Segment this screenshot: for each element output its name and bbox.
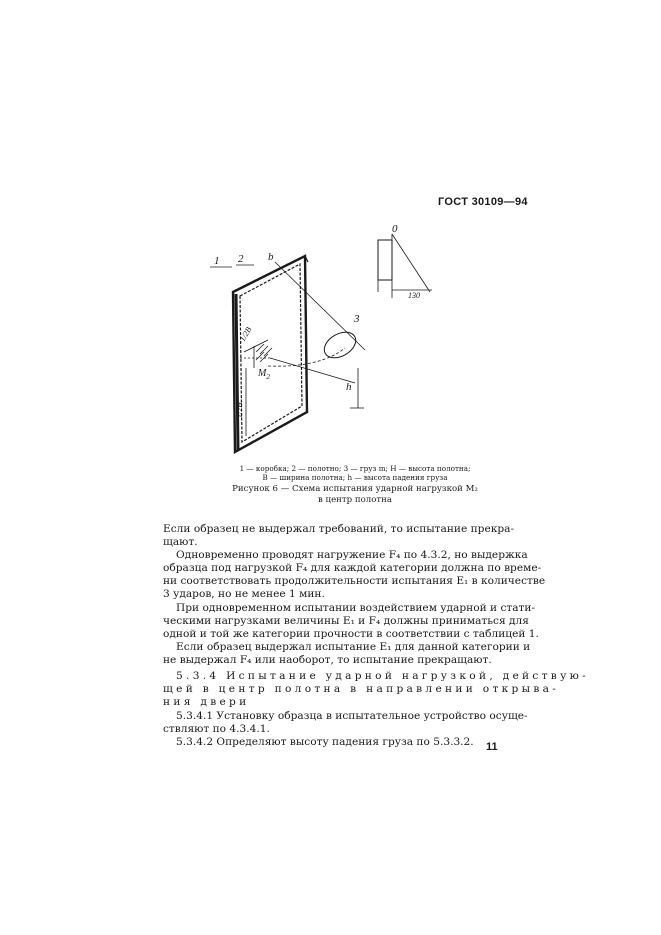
test-scheme-figure	[200, 218, 460, 458]
label-1: 1	[214, 255, 220, 267]
label-0: 0	[392, 223, 398, 235]
body-line: 5.3.4.2 Определяют высоту падения груза по 5.3.3.2.	[176, 736, 474, 748]
door-frame	[233, 256, 307, 452]
label-3: 3	[354, 313, 360, 325]
label-130: 130	[408, 291, 420, 300]
body-line: ни соответствовать продолжительности испытания E₁ в количестве	[163, 575, 546, 587]
label-2: 2	[238, 253, 244, 265]
label-half-b: 1/2B	[237, 325, 254, 343]
figure-caption	[200, 484, 510, 505]
impact-weight	[320, 327, 360, 363]
body-line: 3 ударов, но не менее 1 мин.	[163, 588, 325, 600]
body-line: образца под нагрузкой F₄ для каждой категории должна по време-	[163, 562, 542, 574]
section-heading-line: 5.3.4 Испытание ударной нагрузкой, действую-	[176, 670, 590, 682]
document-header: ГОСТ 30109—94	[438, 196, 528, 208]
body-line: одной и той же категории прочности в соответствии с таблицей 1.	[163, 628, 539, 640]
caption-line-2: в центр полотна	[317, 494, 393, 505]
body-line: ческими нагрузками величины E₁ и F₄ должны приниматься для	[163, 615, 529, 627]
page-number: 11	[486, 741, 498, 753]
body-line: ствляют по 4.3.4.1.	[163, 723, 270, 735]
label-b: b	[268, 251, 274, 263]
body-line: Если образец не выдержал требований, то испытание прекра-	[163, 523, 515, 535]
section-heading-line: щей в центр полотна в направлении открыва-	[163, 683, 560, 695]
body-line: щают.	[163, 536, 198, 548]
body-line: Если образец выдержал испытание E₁ для данной категории и	[176, 641, 531, 653]
section-heading-line: ния двери	[163, 696, 250, 708]
body-line: 5.3.4.1 Установку образца в испытательное устройство осуще-	[176, 710, 528, 722]
label-half-h: 1/2H	[235, 402, 244, 418]
hatch-marks	[256, 344, 272, 362]
pendulum-support	[378, 240, 392, 280]
label-m2: $M_2$	[258, 368, 270, 381]
body-line: не выдержал F₄ или наоборот, то испытание прекращают.	[163, 654, 492, 666]
legend-line-2: B — ширина полотна; h — высота падения груза	[262, 473, 448, 482]
caption-line-1: Рисунок 6 — Схема испытания ударной нагрузкой M₂	[232, 484, 478, 494]
label-h: h	[346, 381, 352, 393]
body-line: Одновременно проводят нагружение F₄ по 4.3.2, но выдержка	[176, 549, 528, 561]
legend-line-1: 1 — коробка; 2 — полотно; 3 — груз m; H — высота полотна;	[239, 464, 471, 473]
figure-legend	[205, 464, 505, 482]
body-line: При одновременном испытании воздействием ударной и стати-	[176, 602, 536, 614]
